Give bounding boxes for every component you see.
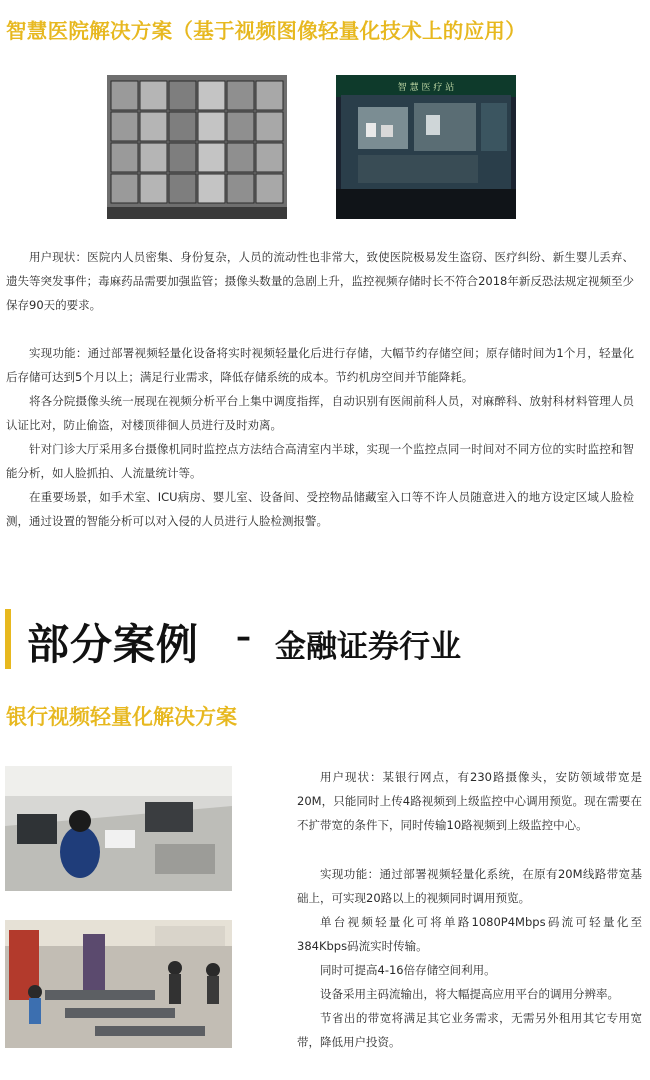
hospital-paragraph-restricted: 在重要场景，如手术室、ICU病房、婴儿室、设备间、受控物品储藏室入口等不许人员随意进入的地方设定区域人脸检测，通过设置的智能分析可以对入侵的人员进行人脸检测报警。 — [6, 490, 634, 528]
bank-paragraph-storage: 同时可提高4-16倍存储空间利用。 — [320, 963, 496, 977]
control-room-screen-photo — [336, 75, 516, 219]
monitor-wall-banner-text: 智 慧 医 疗 站 — [397, 83, 455, 93]
cctv-monitor-wall-photo — [107, 75, 287, 219]
bank-paragraph-bitrate: 单台视频轻量化可将单路1080P4Mbps码流可轻量化至384Kbps码流实时传输。 — [297, 915, 642, 953]
bank-paragraph-resolution: 设备采用主码流输出，将大幅提高应用平台的调用分辨率。 — [320, 987, 619, 1001]
bank-solution-title: 银行视频轻量化解决方案 — [6, 705, 237, 729]
hospital-paragraph-lobby: 针对门诊大厅采用多台摄像机同时监控点方法结合高清室内半球，实现一个监控点同一时间对不同方位的实时监控和智能分析，如人脸抓拍、人流量统计等。 — [6, 442, 634, 480]
section-subtitle: 金融证券行业 — [275, 629, 461, 665]
bank-paragraph-function: 实现功能：通过部署视频轻量化系统，在原有20M线路带宽基础上，可实现20路以上的视频同时调用预览。 — [297, 867, 642, 905]
bank-counter-photo — [5, 766, 232, 891]
section-accent-bar — [5, 609, 11, 669]
page-title: 智慧医院解决方案（基于视频图像轻量化技术上的应用） — [6, 19, 526, 43]
hospital-paragraph-function: 实现功能：通过部署视频轻量化设备将实时视频轻量化后进行存储，大幅节约存储空间；原存储时间为1个月，轻量化后存储可达到5个月以上；满足行业需求，降低存储系统的成本。节约机房空间并节能降耗。 — [6, 346, 634, 384]
section-title: 部分案例 — [27, 620, 200, 669]
bank-lobby-photo — [5, 920, 232, 1048]
hospital-paragraph-dispatch: 将各分院摄像头统一展现在视频分析平台上集中调度指挥，自动识别有医闹前科人员，对麻醉科、放射科材料管理人员认证比对，防止偷盗，对楼顶徘徊人员进行及时劝离。 — [6, 394, 634, 432]
bank-paragraph-status: 用户现状：某银行网点，有230路摄像头，安防领域带宽是20M，只能同时上传4路视频到上级监控中心调用预览。现在需要在不扩带宽的条件下，同时传输10路视频到上级监控中心。 — [297, 770, 642, 832]
bank-paragraph-bandwidth: 节省出的带宽将满足其它业务需求，无需另外租用其它专用宽带，降低用户投资。 — [297, 1011, 642, 1049]
hospital-paragraph-status: 用户现状：医院内人员密集、身份复杂，人员的流动性也非常大，致使医院极易发生盗窃、医疗纠纷、新生婴儿丢弃、遗失等突发事件；毒麻药品需要加强监管；摄像头数量的急剧上升，监控视频存储时长不符合2018年新反恐法规定视频至少保存90天的要求。 — [6, 250, 634, 312]
section-dash: – — [236, 620, 251, 655]
